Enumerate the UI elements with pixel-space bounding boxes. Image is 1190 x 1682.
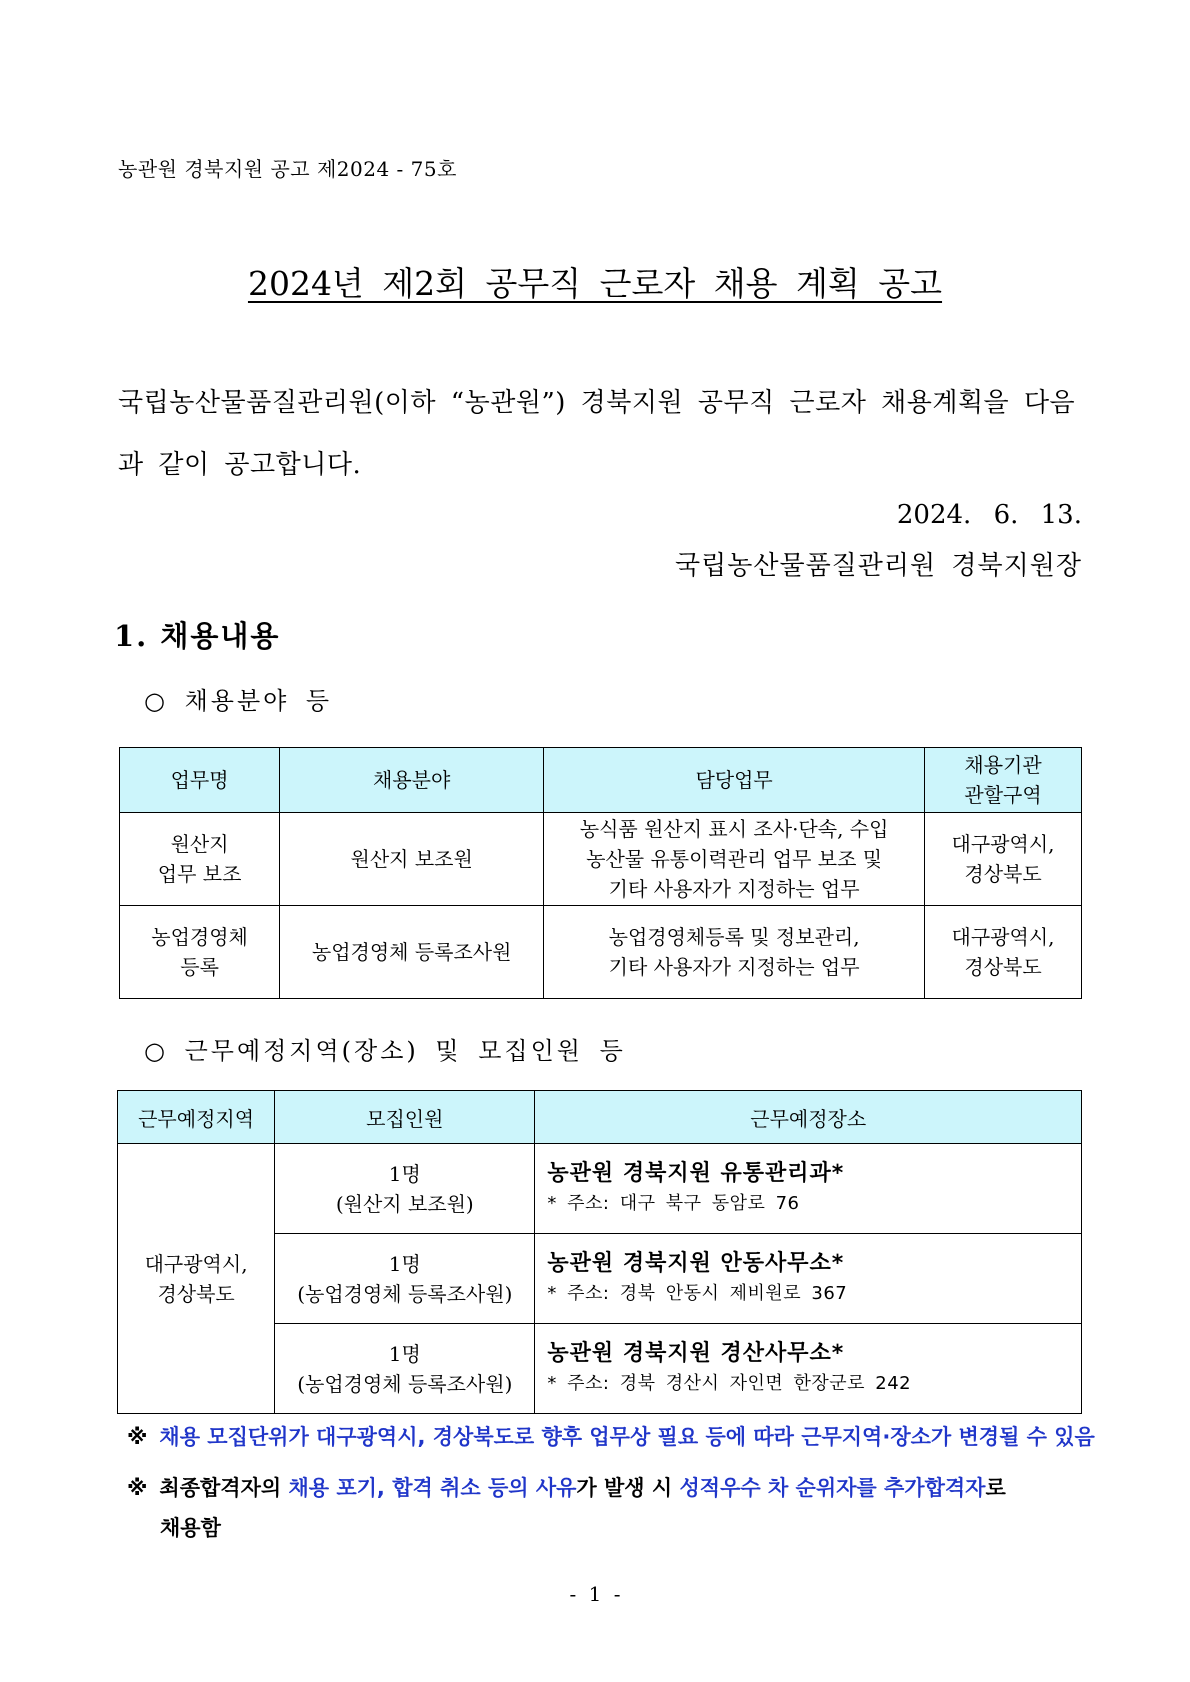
note-text-highlight: 성적우수 차 순위자를 추가합격자 [679,1476,986,1500]
cell-duty: 농식품 원산지 표시 조사·단속, 수입 농산물 유통이력관리 업무 보조 및 기타 사용자가 지정하는 업무 [544,813,925,906]
signer: 국립농산물품질관리원 경북지원장 [674,551,1082,581]
note-text-part: 가 발생 시 [576,1476,680,1500]
header-region: 채용기관 관할구역 [925,748,1082,813]
note-text: 채용 모집단위가 대구광역시, 경상북도로 향후 업무상 필요 등에 따라 근무지역·장소가 변경될 수 있음 [159,1425,1095,1449]
place-address: * 주소: 경북 경산시 자인면 한장군로 242 [547,1372,912,1394]
cell-field: 원산지 보조원 [280,813,544,906]
header-task: 업무명 [120,748,280,813]
cell-count: 1명 (농업경영체 등록조사원) [275,1234,535,1324]
place-address: * 주소: 대구 북구 동암로 76 [547,1192,800,1214]
cell-count: 1명 (농업경영체 등록조사원) [275,1324,535,1414]
note-mark: ※ [127,1425,148,1449]
intro-paragraph: 국립농산물품질관리원(이하 “농관원”) 경북지원 공무직 근로자 채용계획을 다음과 같이 공고합니다. [118,388,1076,480]
section-title: 1. 채용내용 [114,619,281,653]
note-text-part: 최종합격자의 [159,1476,289,1500]
cell-field: 농업경영체 등록조사원 [280,906,544,999]
document-title-wrapper [0,258,1190,305]
header-field: 채용분야 [280,748,544,813]
cell-place [535,1234,1082,1324]
cell-count: 1명 (원산지 보조원) [275,1144,535,1234]
table-header-row [120,748,1082,813]
work-location-table [117,1090,1082,1414]
place-name: 농관원 경북지원 안동사무소* [547,1250,845,1276]
header-count: 모집인원 [275,1091,535,1144]
cell-task: 원산지 업무 보조 [120,813,280,906]
note-text-part: 로 [985,1476,1006,1500]
table-row [118,1144,1082,1234]
cell-duty: 농업경영체등록 및 정보관리, 기타 사용자가 지정하는 업무 [544,906,925,999]
notice-date: 2024. 6. 13. [896,500,1082,530]
cell-place [535,1144,1082,1234]
cell-task: 농업경영체 등록 [120,906,280,999]
note-mark: ※ [127,1476,148,1500]
page-number: - 1 - [569,1582,621,1606]
table-row [120,906,1082,999]
cell-location-region: 대구광역시, 경상북도 [118,1144,275,1414]
subheading-work-location: ○ 근무예정지역(장소) 및 모집인원 등 [144,1037,626,1065]
table-row [120,813,1082,906]
recruitment-field-table [119,747,1082,999]
place-name: 농관원 경북지원 유통관리과* [547,1160,845,1186]
note-text-continuation: 채용함 [160,1516,221,1540]
document-title: 2024년 제2회 공무직 근로자 채용 계획 공고 [247,264,943,303]
header-place: 근무예정장소 [535,1091,1082,1144]
table-header-row [118,1091,1082,1144]
note-additional-pass [127,1468,1087,1548]
cell-place [535,1324,1082,1414]
cell-region: 대구광역시, 경상북도 [925,813,1082,906]
place-address: * 주소: 경북 안동시 제비원로 367 [547,1282,848,1304]
notice-number: 농관원 경북지원 공고 제2024 - 75호 [118,157,457,181]
cell-region: 대구광역시, 경상북도 [925,906,1082,999]
subheading-recruitment-field: ○ 채용분야 등 [144,687,333,715]
note-location-change [127,1421,1095,1451]
place-name: 농관원 경북지원 경산사무소* [547,1340,845,1366]
note-text-highlight: 채용 포기, 합격 취소 등의 사유 [288,1476,577,1500]
header-location-region: 근무예정지역 [118,1091,275,1144]
header-duty: 담당업무 [544,748,925,813]
